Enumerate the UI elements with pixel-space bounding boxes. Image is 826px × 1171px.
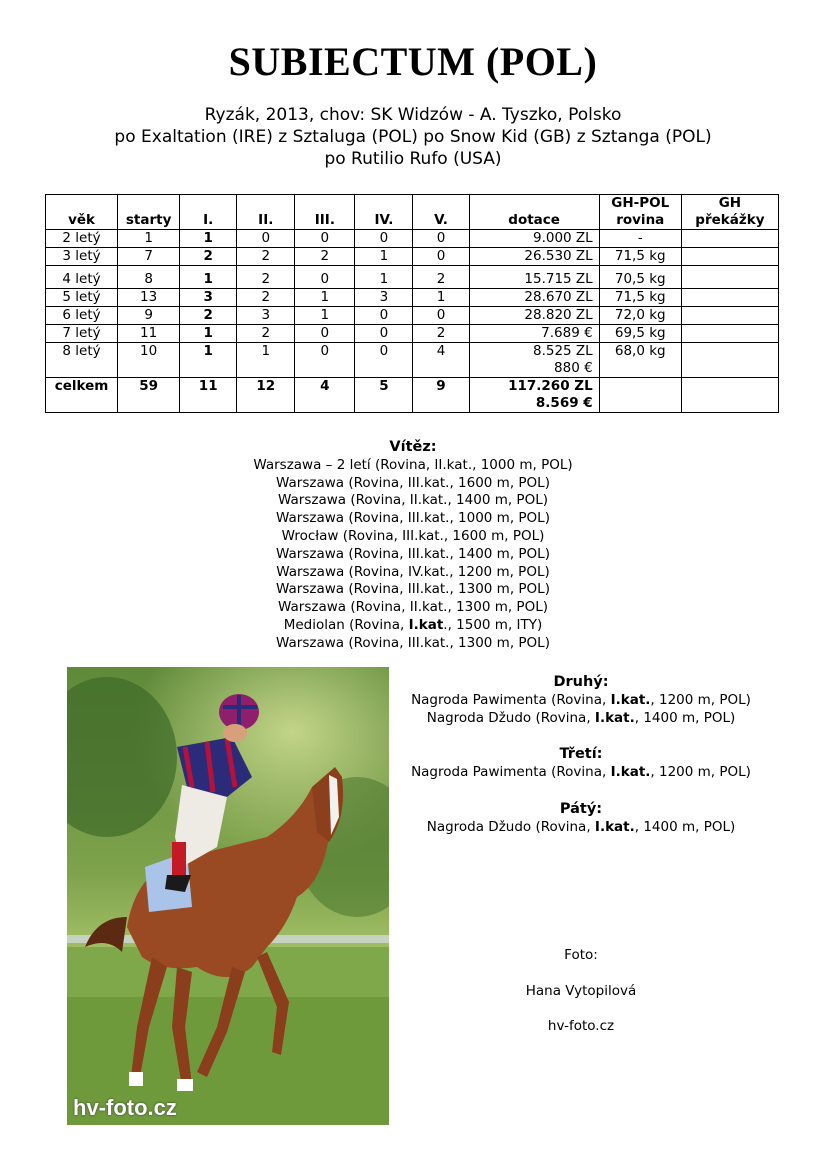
career-table: [45, 194, 779, 413]
cell-third: 2: [295, 248, 355, 266]
cell-third: 0: [295, 266, 355, 289]
cell-first: 2: [180, 307, 237, 325]
cell-starts: 10: [118, 343, 180, 378]
col-gh-jump: [681, 195, 778, 230]
cell-fourth: 1: [355, 248, 413, 266]
cell-second: 1: [237, 343, 295, 378]
cell-gh-flat: 70,5 kg: [599, 266, 681, 289]
cell-fifth: 1: [413, 289, 469, 307]
race-grade: I.kat.: [594, 709, 635, 726]
cell-fourth: 1: [355, 266, 413, 289]
cell-gh-flat: 69,5 kg: [599, 325, 681, 343]
cell-fourth: 3: [355, 289, 413, 307]
col-gh-jump-l2: překážky: [695, 212, 765, 228]
prize-value: 28.670 ZL: [524, 289, 593, 305]
second-heading: Druhý:: [553, 674, 609, 690]
col-gh-flat: [599, 195, 681, 230]
total-prize: [469, 378, 599, 413]
cell-first: 1: [180, 325, 237, 343]
table-row: [46, 266, 779, 289]
cell-prize: [469, 266, 599, 289]
col-first: I.: [180, 195, 237, 230]
race-text: ., 1500 m, ITY): [443, 616, 543, 633]
race-text: , 1400 m, POL): [634, 709, 736, 726]
table-row: [46, 230, 779, 248]
cell-age: 8 letý: [46, 343, 118, 378]
winner-race: Warszawa (Rovina, IV.kat., 1200 m, POL): [276, 563, 550, 580]
breeding-line: Ryzák, 2013, chov: SK Widzów - A. Tyszko, Polsko: [204, 105, 622, 125]
race-text: Nagroda Pawimenta (Rovina,: [411, 691, 611, 708]
winner-race: Warszawa (Rovina, III.kat., 1400 m, POL): [276, 545, 550, 562]
cell-fourth: 0: [355, 307, 413, 325]
cell-gh-jump: [681, 266, 778, 289]
cell-second: 2: [237, 248, 295, 266]
total-first: 11: [180, 378, 237, 413]
cell-third: 1: [295, 289, 355, 307]
cell-starts: 9: [118, 307, 180, 325]
cell-prize: [469, 307, 599, 325]
photo-credit-label: Foto:: [564, 947, 598, 963]
race-text: Mediolan (Rovina,: [283, 616, 409, 633]
winner-race: Warszawa (Rovina, II.kat., 1300 m, POL): [278, 599, 548, 616]
cell-prize: [469, 230, 599, 248]
damsire-line: po Rutilio Rufo (USA): [324, 149, 502, 169]
cell-second: 2: [237, 325, 295, 343]
cell-gh-jump: [681, 248, 778, 266]
col-starts: starty: [118, 195, 180, 230]
fifth-heading: Pátý:: [559, 800, 603, 817]
photo-credit-site[interactable]: hv-foto.cz: [547, 1018, 615, 1034]
winner-race: [0, 617, 826, 635]
placings-section: [390, 674, 772, 837]
winner-race: Warszawa (Rovina, II.kat., 1400 m, POL): [278, 492, 548, 509]
race-text: , 1200 m, POL): [650, 764, 751, 781]
race-text: Nagroda Pawimenta (Rovina,: [411, 764, 611, 781]
cell-gh-jump: [681, 325, 778, 343]
col-fifth: V.: [413, 195, 469, 230]
photo-credit-name: Hana Vytopilová: [525, 983, 637, 999]
cell-fifth: 2: [413, 325, 469, 343]
third-race: [390, 764, 772, 782]
horse-name: SUBIECTUM (POL): [228, 39, 598, 84]
col-age: věk: [46, 195, 118, 230]
race-grade: I.kat: [408, 616, 444, 633]
winner-race: Warszawa (Rovina, III.kat., 1300 m, POL): [276, 634, 550, 651]
col-third: III.: [295, 195, 355, 230]
cell-second: 2: [237, 289, 295, 307]
cell-fourth: 0: [355, 325, 413, 343]
prize-value: 9.000 ZL: [532, 230, 593, 246]
total-starts: 59: [118, 378, 180, 413]
cell-third: 0: [295, 325, 355, 343]
race-text: , 1400 m, POL): [634, 818, 736, 835]
prize-value: 28.820 ZL: [524, 307, 593, 323]
table-row: [46, 343, 779, 378]
cell-age: 3 letý: [46, 248, 118, 266]
sire-dam-line: po Exaltation (IRE) z Sztaluga (POL) po Snow Kid (GB) z Sztanga (POL): [114, 127, 712, 147]
total-second: 12: [237, 378, 295, 413]
horse-photo-image: [67, 667, 389, 1125]
col-gh-jump-l1: GH: [718, 195, 742, 211]
cell-age: 7 letý: [46, 325, 118, 343]
total-gh-jump: [681, 378, 778, 413]
cell-starts: 11: [118, 325, 180, 343]
pedigree-block: [0, 104, 826, 170]
cell-third: 1: [295, 307, 355, 325]
col-gh-flat-l1: GH-POL: [611, 195, 670, 211]
cell-first: 1: [180, 343, 237, 378]
winner-race: Warszawa (Rovina, III.kat., 1000 m, POL): [276, 510, 550, 527]
cell-fifth: 4: [413, 343, 469, 378]
winner-list: [0, 457, 826, 617]
race-text: Nagroda Džudo (Rovina,: [426, 709, 595, 726]
table-row: [46, 325, 779, 343]
cell-gh-flat: 72,0 kg: [599, 307, 681, 325]
table-row: [46, 307, 779, 325]
third-heading: Třetí:: [559, 746, 603, 763]
cell-fifth: 2: [413, 266, 469, 289]
cell-second: 3: [237, 307, 295, 325]
cell-gh-jump: [681, 343, 778, 378]
race-text: , 1200 m, POL): [650, 691, 751, 708]
winner-heading: Vítěz:: [389, 439, 437, 455]
race-grade: I.kat.: [594, 818, 635, 835]
cell-third: 0: [295, 343, 355, 378]
prize-value-secondary: 880 €: [554, 360, 593, 376]
col-gh-flat-l2: rovina: [616, 212, 665, 228]
cell-prize: [469, 325, 599, 343]
total-fifth: 9: [413, 378, 469, 413]
cell-starts: 8: [118, 266, 180, 289]
winner-race: Wrocław (Rovina, III.kat., 1600 m, POL): [281, 527, 545, 544]
cell-age: 2 letý: [46, 230, 118, 248]
horse-photo: [67, 667, 389, 1125]
fifth-race: [390, 819, 772, 837]
cell-gh-jump: [681, 289, 778, 307]
cell-fifth: 0: [413, 248, 469, 266]
total-third: 4: [295, 378, 355, 413]
second-race: [390, 710, 772, 728]
cell-fifth: 0: [413, 230, 469, 248]
prize-value: 15.715 ZL: [524, 271, 593, 287]
total-prize-value: 8.569 €: [535, 395, 593, 411]
cell-prize: [469, 248, 599, 266]
total-prize-value: 117.260 ZL: [508, 378, 593, 394]
spacer: [390, 782, 772, 801]
table-row: [46, 248, 779, 266]
cell-age: 6 letý: [46, 307, 118, 325]
cell-first: 1: [180, 230, 237, 248]
race-grade: I.kat.: [610, 691, 651, 708]
table-row: [46, 289, 779, 307]
winner-race: Warszawa (Rovina, III.kat., 1300 m, POL): [276, 581, 550, 598]
cell-starts: 7: [118, 248, 180, 266]
cell-gh-flat: -: [599, 230, 681, 248]
cell-gh-flat: 71,5 kg: [599, 248, 681, 266]
cell-fourth: 0: [355, 343, 413, 378]
winner-race: Warszawa – 2 letí (Rovina, II.kat., 1000 m, POL): [253, 456, 573, 473]
cell-gh-flat: 71,5 kg: [599, 289, 681, 307]
cell-third: 0: [295, 230, 355, 248]
prize-value: 7.689 €: [541, 325, 593, 341]
total-label: celkem: [46, 378, 118, 413]
prize-value: 26.530 ZL: [524, 248, 593, 264]
cell-gh-flat: 68,0 kg: [599, 343, 681, 378]
race-text: Nagroda Džudo (Rovina,: [426, 818, 595, 835]
cell-gh-jump: [681, 307, 778, 325]
total-fourth: 5: [355, 378, 413, 413]
cell-second: 2: [237, 266, 295, 289]
cell-starts: 13: [118, 289, 180, 307]
cell-starts: 1: [118, 230, 180, 248]
photo-watermark: hv-foto.cz: [73, 1095, 177, 1120]
table-total-row: [46, 378, 779, 413]
col-second: II.: [237, 195, 295, 230]
spacer: [390, 727, 772, 746]
cell-first: 3: [180, 289, 237, 307]
col-prize: dotace: [469, 195, 599, 230]
table-header-row: [46, 195, 779, 230]
cell-prize: [469, 343, 599, 378]
winner-race: Warszawa (Rovina, III.kat., 1600 m, POL): [276, 474, 550, 491]
cell-first: 2: [180, 248, 237, 266]
race-grade: I.kat.: [610, 764, 651, 781]
col-fourth: IV.: [355, 195, 413, 230]
winner-section: [0, 439, 826, 653]
cell-age: 4 letý: [46, 266, 118, 289]
total-gh-flat: [599, 378, 681, 413]
cell-age: 5 letý: [46, 289, 118, 307]
cell-gh-jump: [681, 230, 778, 248]
cell-fifth: 0: [413, 307, 469, 325]
second-race: [390, 692, 772, 710]
prize-value: 8.525 ZL: [532, 343, 593, 359]
cell-fourth: 0: [355, 230, 413, 248]
cell-second: 0: [237, 230, 295, 248]
cell-first: 1: [180, 266, 237, 289]
cell-prize: [469, 289, 599, 307]
